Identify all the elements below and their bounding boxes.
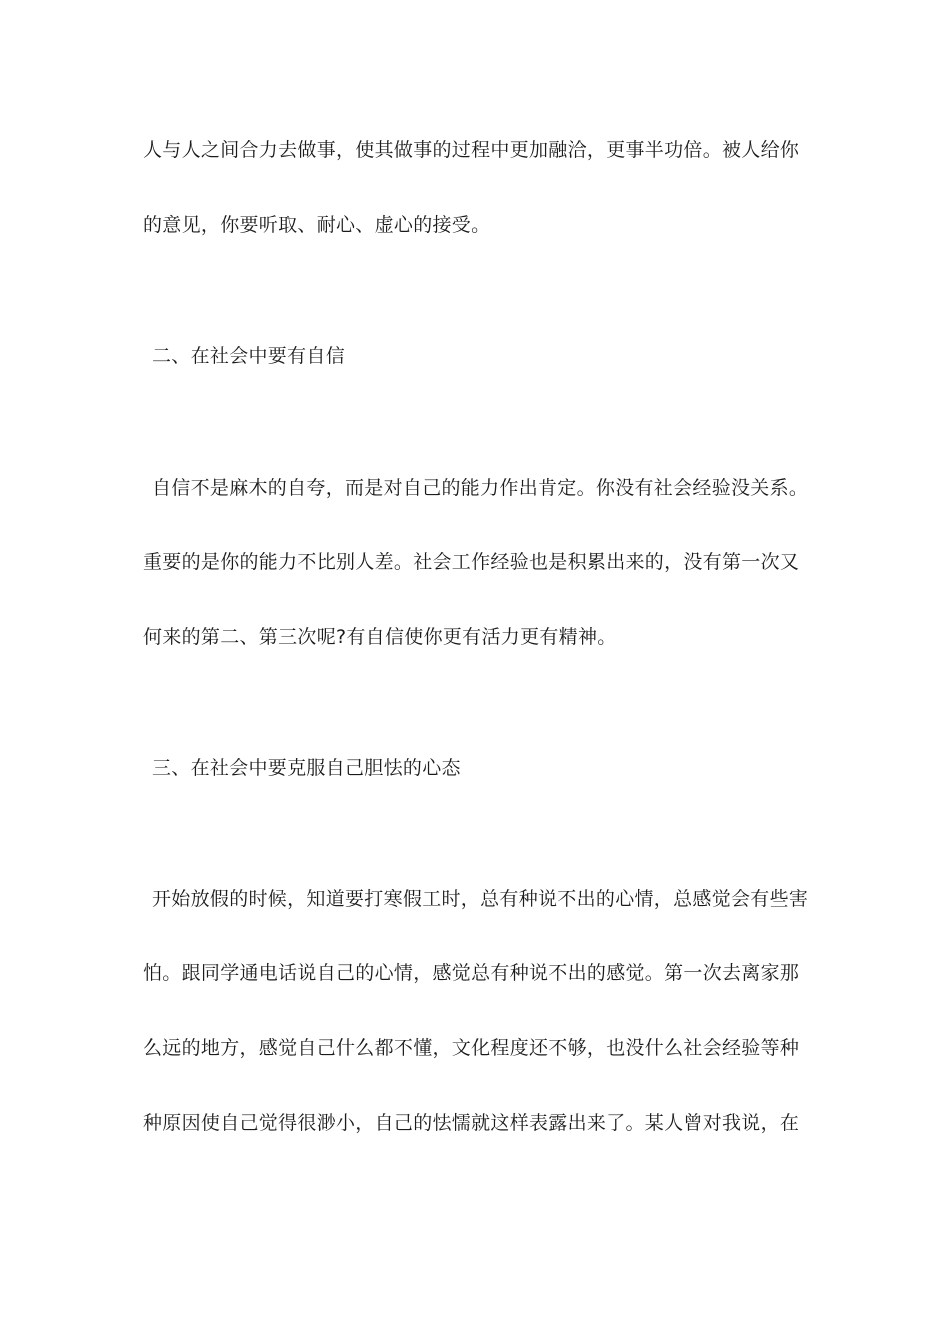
paragraph-line: 人与人之间合力去做事，使其做事的过程中更加融洽，更事半功倍。被人给你 bbox=[143, 139, 800, 161]
paragraph-line: 么远的地方，感觉自己什么都不懂，文化程度还不够，也没什么社会经验等种 bbox=[143, 1037, 800, 1059]
section-heading: 二、在社会中要有自信 bbox=[152, 345, 346, 367]
paragraph-line: 何来的第二、第三次呢?有自信使你更有活力更有精神。 bbox=[143, 626, 617, 648]
section-heading: 三、在社会中要克服自己胆怯的心态 bbox=[152, 757, 461, 779]
paragraph-line: 怕。跟同学通电话说自己的心情，感觉总有种说不出的感觉。第一次去离家那 bbox=[143, 962, 800, 984]
paragraph-line: 种原因使自己觉得很渺小，自己的怯懦就这样表露出来了。某人曾对我说，在 bbox=[143, 1112, 800, 1134]
paragraph-line: 自信不是麻木的自夸，而是对自己的能力作出肯定。你没有社会经验没关系。 bbox=[152, 477, 809, 499]
paragraph-line: 开始放假的时候，知道要打寒假工时，总有种说不出的心情，总感觉会有些害 bbox=[152, 888, 809, 910]
paragraph-line: 重要的是你的能力不比别人差。社会工作经验也是积累出来的，没有第一次又 bbox=[143, 551, 800, 573]
paragraph-line: 的意见，你要听取、耐心、虚心的接受。 bbox=[143, 214, 491, 236]
